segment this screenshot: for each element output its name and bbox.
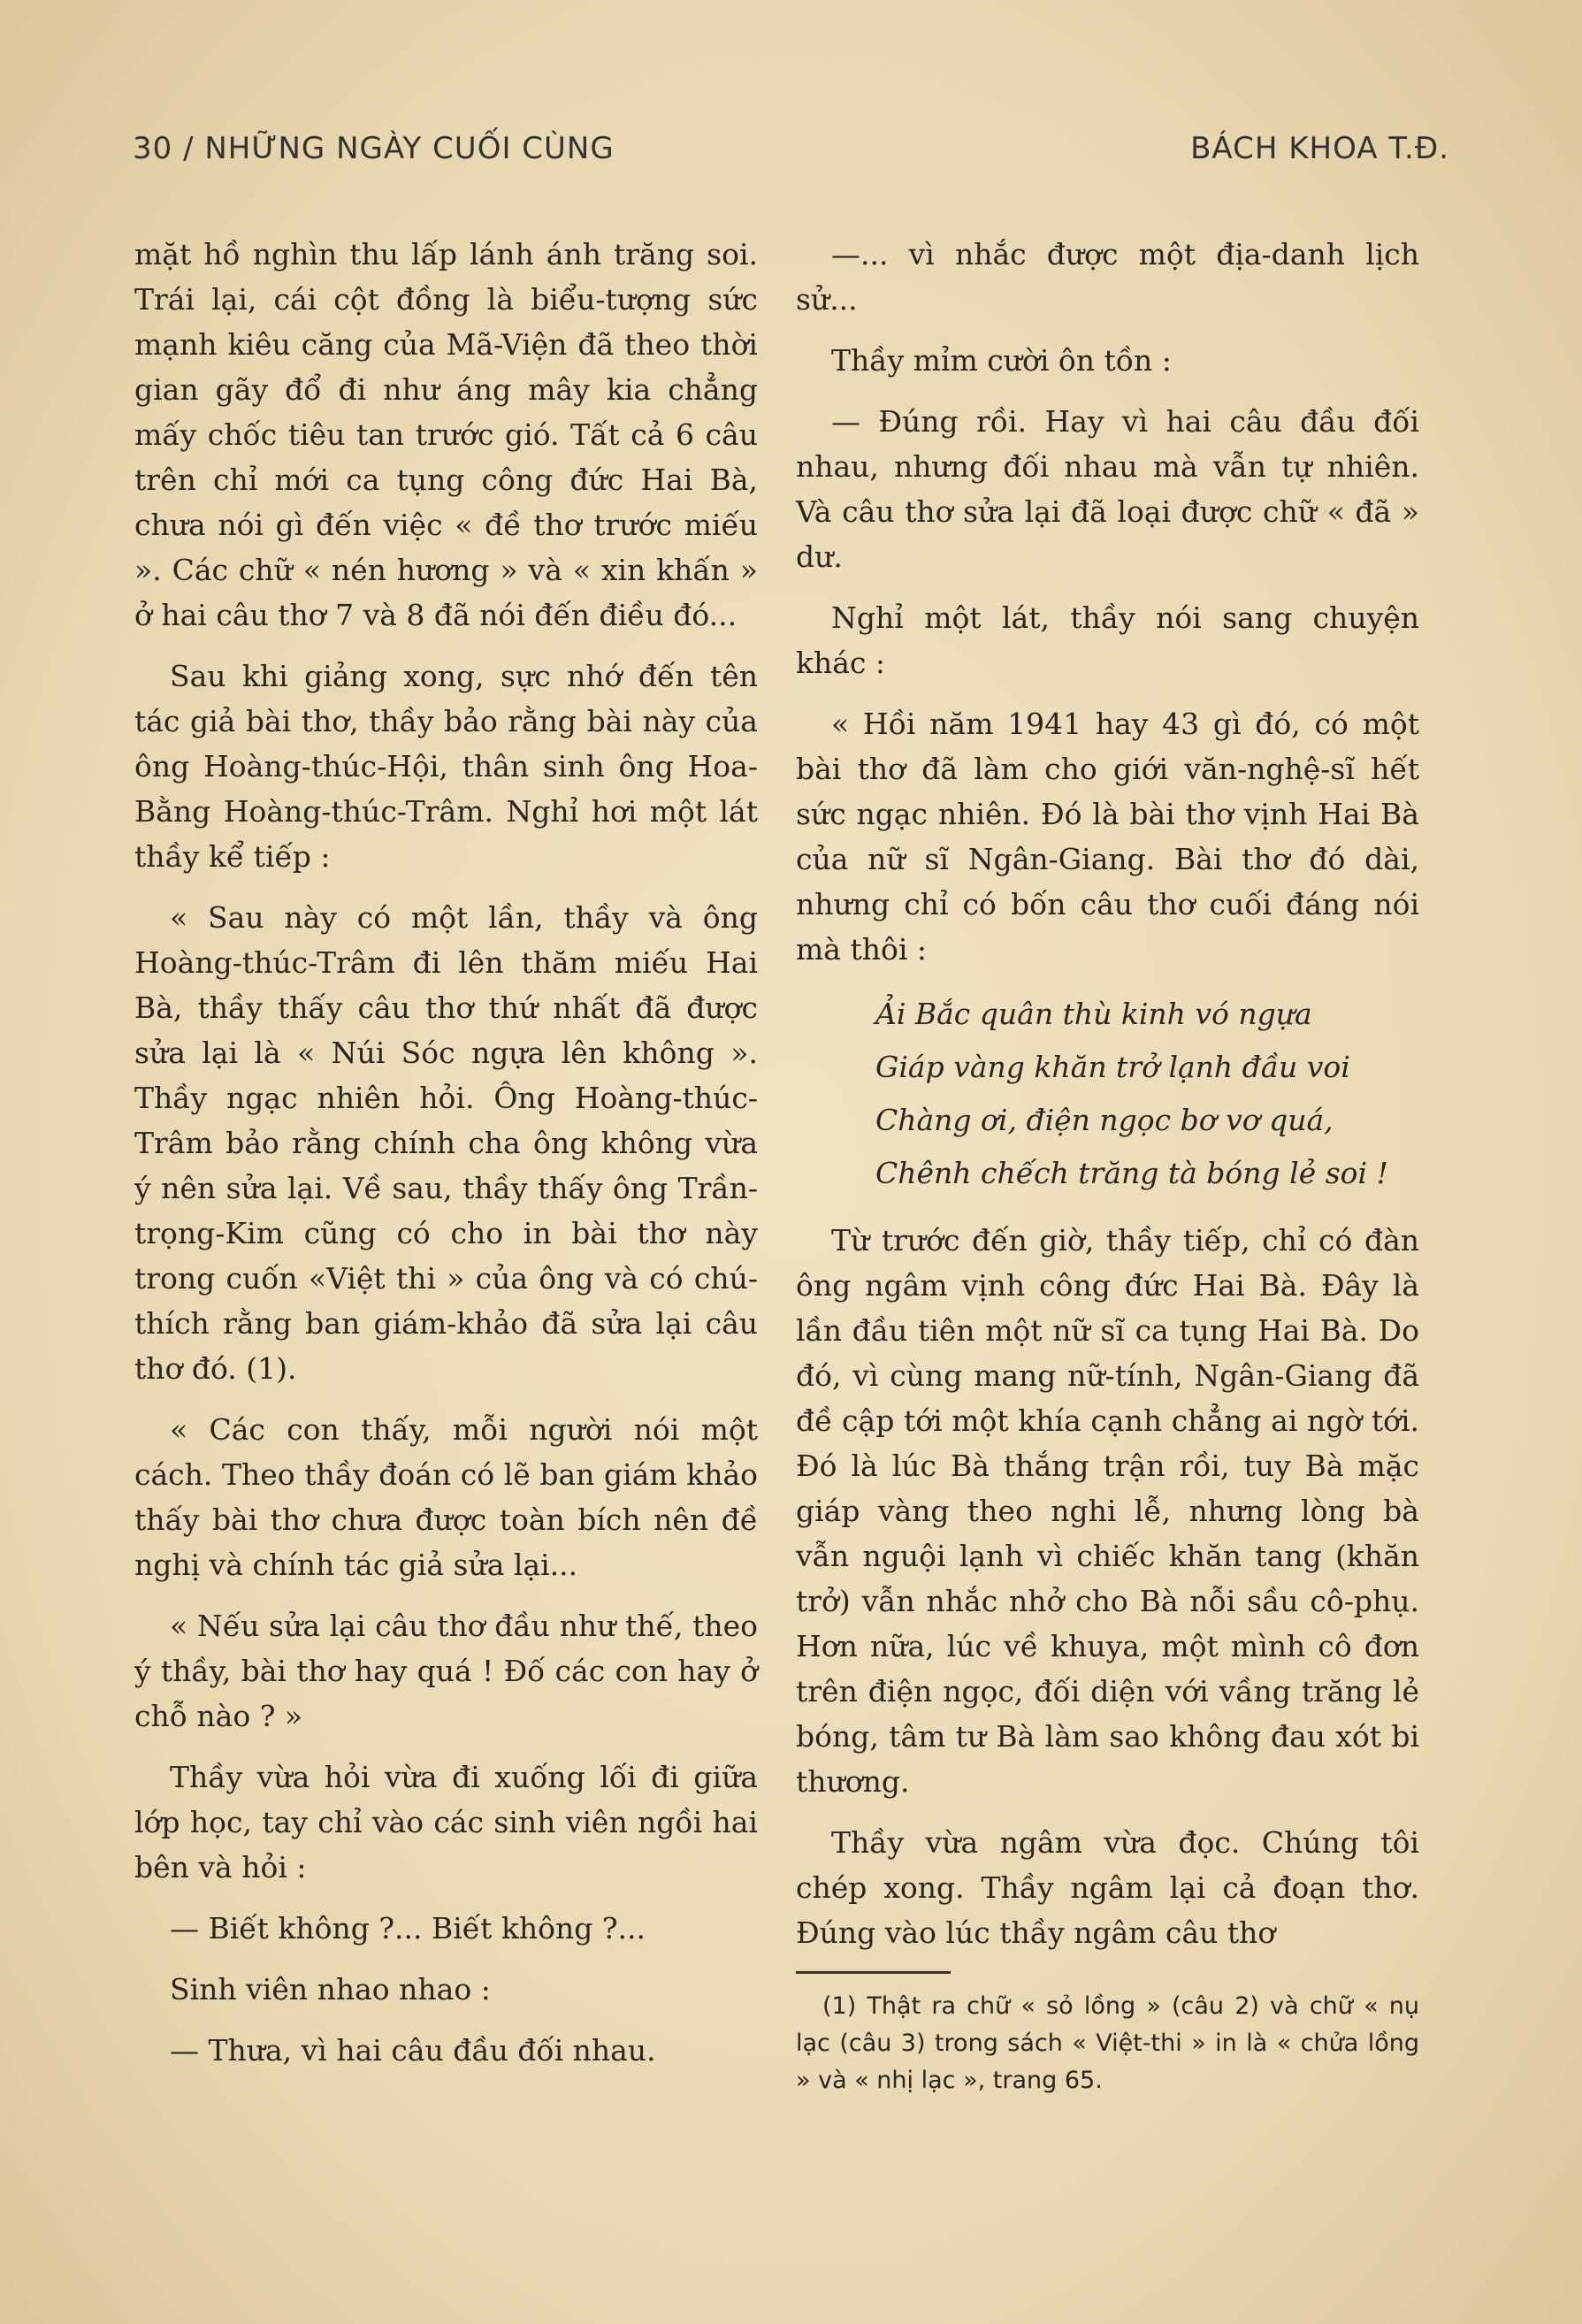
paragraph: Từ trước đến giờ, thầy tiếp, chỉ có đàn ông ngâm vịnh công đức Hai Bà. Đây là lần đầu tiên một nữ sĩ ca tụng Hai Bà. Do đó, vì cùng mang nữ-tính, Ngân-Giang đã đề cập tới một khía cạnh chẳng ai ngờ tới. Đó là lúc Bà thắng trận rồi, tuy Bà mặc giáp vàng theo nghi lễ, nhưng lòng bà vẫn nguội lạnh vì chiếc khăn tang (khăn trở) vẫn nhắc nhở cho Bà nỗi sầu cô-phụ. Hơn nữa, lúc về khuya, một mình cô đơn trên điện ngọc, đối diện với vầng trăng lẻ bóng, tâm tư Bà làm sao không đau xót bi thương. bbox=[796, 1223, 1419, 1799]
poem-line: Chàng ơi, điện ngọc bơ vơ quá, bbox=[875, 1103, 1334, 1137]
footnote: (1) Thật ra chữ « sỏ lồng » (câu 2) và chữ « nụ lạc (câu 3) trong sách « Việt-thi » in là « chửa lồng » và « nhị lạc », trang 65. bbox=[796, 1992, 1419, 2094]
poem-line: Giáp vàng khăn trở lạnh đầu voi bbox=[875, 1050, 1350, 1084]
page-number-title: 30 / NHỮNG NGÀY CUỐI CÙNG bbox=[133, 131, 615, 166]
dialogue-line: — Thưa, vì hai câu đầu đối nhau. bbox=[170, 2033, 656, 2068]
dialogue-line: —... vì nhắc được một địa-danh lịch sử... bbox=[796, 237, 1419, 317]
paragraph: « Hồi năm 1941 hay 43 gì đó, có một bài thơ đã làm cho giới văn-nghệ-sĩ hết sức ngạc nhiên. Đó là bài thơ vịnh Hai Bà của nữ sĩ Ngân-Giang. Bài thơ đó dài, nhưng chỉ có bốn câu thơ cuối đáng nói mà thôi : bbox=[796, 707, 1419, 967]
footnote-divider bbox=[796, 1971, 951, 1974]
poem-block bbox=[796, 988, 1419, 1200]
dialogue-line: — Biết không ?... Biết không ?... bbox=[170, 1911, 646, 1946]
paragraph: Thầy mỉm cười ôn tồn : bbox=[831, 343, 1172, 378]
dialogue-line: Sinh viên nhao nhao : bbox=[170, 1972, 491, 2007]
paragraph: Thầy vừa ngâm vừa đọc. Chúng tôi chép xong. Thầy ngâm lại cả đoạn thơ. Đúng vào lúc thầy ngâm câu thơ bbox=[796, 1825, 1419, 1950]
paragraph: Sau khi giảng xong, sực nhớ đến tên tác giả bài thơ, thầy bảo rằng bài này của ông Hoàng-thúc-Hội, thân sinh ông Hoa-Bằng Hoàng-thúc-Trâm. Nghỉ hơi một lát thầy kể tiếp : bbox=[134, 659, 758, 874]
right-column bbox=[796, 232, 1419, 2115]
page-header bbox=[133, 131, 1449, 175]
dialogue-line: — Đúng rồi. Hay vì hai câu đầu đối nhau, nhưng đối nhau mà vẫn tự nhiên. Và câu thơ sửa lại đã loại được chữ « đã » dư. bbox=[796, 404, 1419, 574]
paragraph: « Nếu sửa lại câu thơ đầu như thế, theo ý thầy, bài thơ hay quá ! Đố các con hay ở chỗ nào ? » bbox=[134, 1609, 758, 1733]
left-column bbox=[134, 232, 758, 2089]
poem-line: Chênh chếch trăng tà bóng lẻ soi ! bbox=[875, 1156, 1388, 1190]
paragraph: Thầy vừa hỏi vừa đi xuống lối đi giữa lớp học, tay chỉ vào các sinh viên ngồi hai bên và hỏi : bbox=[134, 1760, 758, 1884]
paragraph: Nghỉ một lát, thầy nói sang chuyện khác : bbox=[796, 600, 1419, 680]
paragraph: « Các con thấy, mỗi người nói một cách. Theo thầy đoán có lẽ ban giám khảo thấy bài thơ chưa được toàn bích nên đề nghị và chính tác giả sửa lại... bbox=[134, 1412, 758, 1582]
magazine-title: BÁCH KHOA T.Đ. bbox=[1190, 131, 1449, 166]
paragraph: « Sau này có một lần, thầy và ông Hoàng-thúc-Trâm đi lên thăm miếu Hai Bà, thầy thấy câu thơ thứ nhất đã được sửa lại là « Núi Sóc ngựa lên không ». Thầy ngạc nhiên hỏi. Ông Hoàng-thúc-Trâm bảo rằng chính cha ông không vừa ý nên sửa lại. Về sau, thầy thấy ông Trần-trọng-Kim cũng có cho in bài thơ này trong cuốn «Việt thi » của ông và có chú-thích rằng ban giám-khảo đã sửa lại câu thơ đó. (1). bbox=[134, 900, 758, 1386]
poem-line: Ải Bắc quân thù kinh vó ngựa bbox=[875, 997, 1312, 1031]
paragraph: mặt hồ nghìn thu lấp lánh ánh trăng soi. Trái lại, cái cột đồng là biểu-tượng sức mạnh kiêu căng của Mã-Viện đã theo thời gian gãy đổ đi như áng mây kia chẳng mấy chốc tiêu tan trước gió. Tất cả 6 câu trên chỉ mới ca tụng công đức Hai Bà, chưa nói gì đến việc « đề thơ trước miếu ». Các chữ « nén hương » và « xin khấn » ở hai câu thơ 7 và 8 đã nói đến điều đó... bbox=[134, 237, 758, 632]
